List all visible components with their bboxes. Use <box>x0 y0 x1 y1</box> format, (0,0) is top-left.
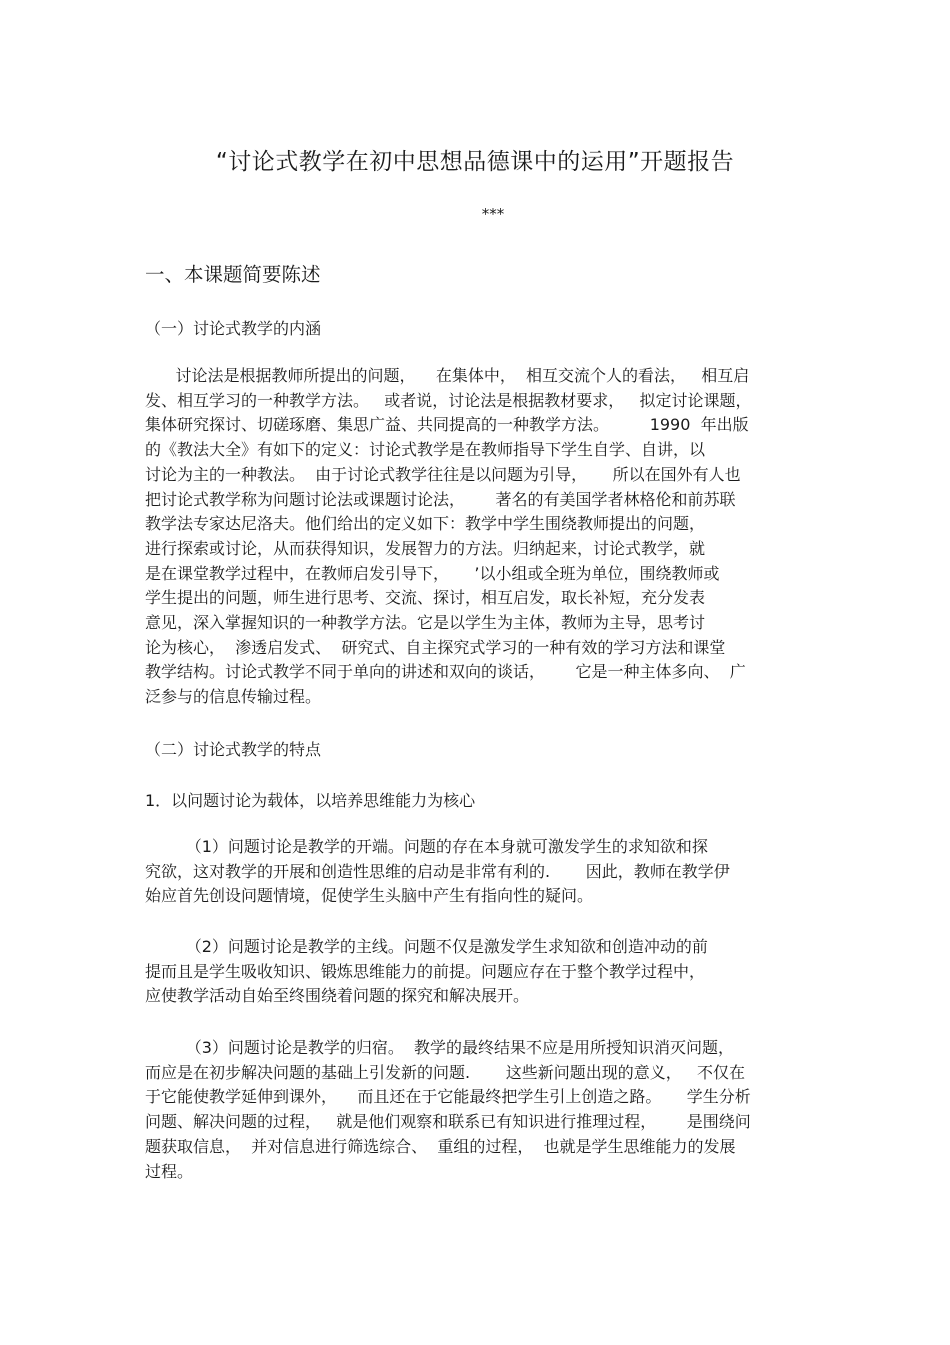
text-line: 于它能使教学延伸到课外， 而且还在于它能最终把学生引上创造之路。 学生分析 <box>145 1087 751 1107</box>
document-title: “讨论式教学在初中思想品德课中的运用”开题报告 <box>215 149 735 175</box>
text-line: 的《教法大全》有如下的定义：讨论式教学是在教师指导下学生自学、自讲，以 <box>145 440 706 460</box>
paragraph-point-3 <box>145 1036 810 1184</box>
text-line: 进行探索或讨论，从而获得知识，发展智力的方法。归纳起来，讨论式教学，就 <box>145 538 706 558</box>
text-line: 泛参与的信息传输过程。 <box>145 687 322 707</box>
text-line: 意见，深入掌握知识的一种教学方法。它是以学生为主体，教师为主导，思考讨 <box>145 613 706 633</box>
text-line: 集体研究探讨、切磋琢磨、集思广益、共同提高的一种教学方法。 1990 年出版 <box>145 415 749 435</box>
text-line: 学生提出的问题，师生进行思考、交流、探讨，相互启发，取长补短，充分发表 <box>145 588 706 608</box>
text-line: 始应首先创设问题情境，促使学生头脑中产生有指向性的疑问。 <box>145 886 594 906</box>
subsection-heading-features: （二）讨论式教学的特点 <box>145 740 322 759</box>
text-line: 论为核心， 渗透启发式、 研究式、自主探究式学习的一种有效的学习方法和课堂 <box>145 637 726 657</box>
text-line: （3）问题讨论是教学的归宿。 教学的最终结果不应是用所授知识消灭问题， <box>145 1038 735 1057</box>
text-line: 发、相互学习的一种教学方法。 或者说，讨论法是根据教材要求， 拟定讨论课题， <box>145 390 752 410</box>
author-placeholder: *** <box>481 205 505 223</box>
text-line: 过程。 <box>145 1161 194 1181</box>
text-line: 是在课堂教学过程中，在教师启发引导下， ’以小组或全班为单位，围绕教师或 <box>145 563 720 583</box>
paragraph-connotation <box>145 364 810 710</box>
text-line: 教学结构。讨论式教学不同于单向的讲述和双向的谈话， 它是一种主体多向、 广 <box>145 662 746 682</box>
text-line: 应使教学活动自始至终围绕着问题的探究和解决展开。 <box>145 986 530 1006</box>
text-line: 提而且是学生吸收知识、锻炼思维能力的前提。问题应存在于整个教学过程中， <box>145 961 706 981</box>
text-line: 讨论法是根据教师所提出的问题， 在集体中， 相互交流个人的看法， 相互启 <box>145 366 750 385</box>
paragraph-point-1 <box>145 835 810 909</box>
text-line: 究欲，这对教学的开展和创造性思维的启动是非常有利的. 因此，教师在教学伊 <box>145 861 730 881</box>
paragraph-point-2 <box>145 935 810 1009</box>
text-line: （1）问题讨论是教学的开端。问题的存在本身就可激发学生的求知欲和探 <box>145 837 708 856</box>
text-line: 把讨论式教学称为问题讨论法或课题讨论法， 著名的有美国学者林格伦和前苏联 <box>145 489 736 509</box>
text-line: 问题、解决问题的过程， 就是他们观察和联系已有知识进行推理过程， 是围绕问 <box>145 1112 751 1132</box>
text-line: 教学法专家达尼洛夫。他们给出的定义如下：教学中学生围绕教师提出的问题， <box>145 514 706 534</box>
text-line: （2）问题讨论是教学的主线。问题不仅是激发学生求知欲和创造冲动的前 <box>145 937 708 956</box>
subsection-heading-connotation: （一）讨论式教学的内涵 <box>145 319 322 338</box>
text-line: 而应是在初步解决问题的基础上引发新的问题. 这些新问题出现的意义， 不仅在 <box>145 1062 745 1082</box>
text-line: 讨论为主的一种教法。 由于讨论式教学往往是以问题为引导， 所以在国外有人也 <box>145 464 741 484</box>
text-line: 题获取信息， 并对信息进行筛选综合、 重组的过程， 也就是学生思维能力的发展 <box>145 1136 736 1156</box>
section-heading-1: 一、本课题简要陈述 <box>145 263 321 286</box>
item-heading-1: 1．以问题讨论为载体，以培养思维能力为核心 <box>145 791 476 810</box>
